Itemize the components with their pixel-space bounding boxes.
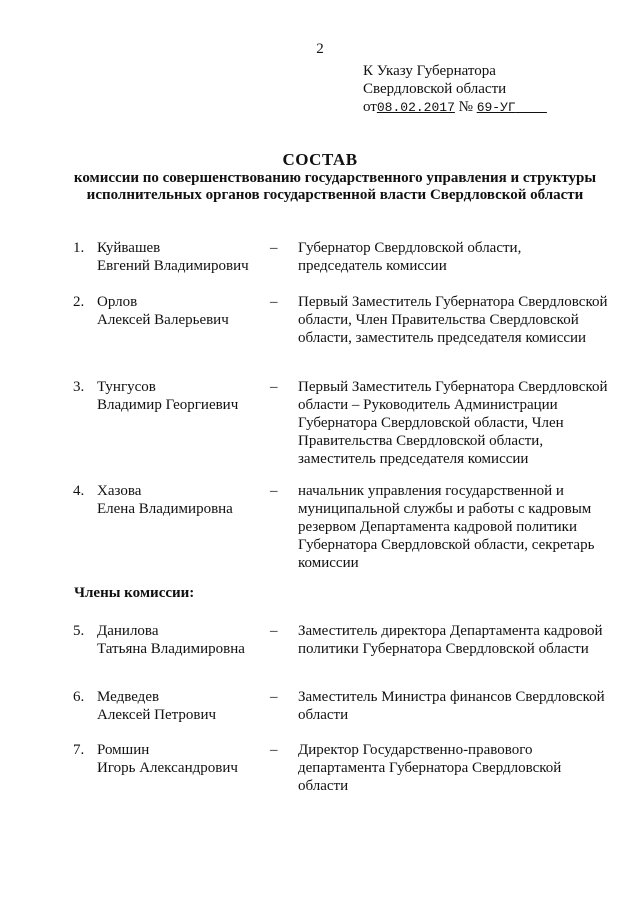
number-prefix: № [458, 99, 473, 115]
member-dash: – [270, 240, 278, 256]
member-name [97, 688, 267, 724]
decree-date: 08.02.2017 [376, 100, 455, 115]
page-number: 2 [316, 41, 324, 57]
member-role: начальник управления государственной и муниципальной службы и работы с кадровым резервом Департамента кадровой политики Губернатора Свердловской области, секретарь комиссии [298, 483, 595, 571]
member-name [97, 741, 267, 777]
member-dash: – [270, 294, 278, 310]
member-name [97, 378, 267, 414]
member-surname: Тунгусов [97, 379, 156, 395]
member-number: 3. [73, 379, 85, 395]
member-given-name: Елена Владимировна [97, 501, 233, 517]
header-line-1: К Указу Губернатора [363, 63, 496, 79]
member-role: Первый Заместитель Губернатора Свердловской области, Член Правительства Свердловской области, заместитель председателя комиссии [298, 294, 608, 346]
member-dash: – [270, 742, 278, 758]
member-surname: Хазова [97, 483, 142, 499]
member-dash: – [270, 689, 278, 705]
member-name [97, 482, 267, 518]
member-dash: – [270, 379, 278, 395]
member-role: Губернатор Свердловской области, председатель комиссии [298, 240, 522, 274]
member-number: 1. [73, 240, 85, 256]
member-role: Директор Государственно-правового департамента Губернатора Свердловской области [298, 742, 562, 794]
document-title: СОСТАВ [282, 150, 358, 169]
member-given-name: Игорь Александрович [97, 760, 238, 776]
member-given-name: Евгений Владимирович [97, 258, 249, 274]
member-surname: Ромшин [97, 742, 150, 758]
member-role: Заместитель Министра финансов Свердловской области [298, 689, 605, 723]
member-number: 4. [73, 483, 85, 499]
member-number: 7. [73, 742, 85, 758]
member-dash: – [270, 483, 278, 499]
member-role: Первый Заместитель Губернатора Свердловской области – Руководитель Администрации Губернатора Свердловской области, Член Правительства Свердловской области, заместитель председателя комиссии [298, 379, 608, 467]
member-given-name: Алексей Валерьевич [97, 312, 229, 328]
member-number: 6. [73, 689, 85, 705]
decree-header [363, 62, 547, 117]
member-surname: Данилова [97, 623, 159, 639]
member-name [97, 622, 267, 658]
member-number: 5. [73, 623, 85, 639]
member-dash: – [270, 623, 278, 639]
document-subtitle: комиссии по совершенствованию государственного управления и структуры исполнительных органов государственной власти Свердловской области [73, 170, 597, 203]
date-prefix: от [363, 99, 377, 115]
member-given-name: Алексей Петрович [97, 707, 217, 723]
member-name [97, 239, 267, 275]
member-surname: Куйвашев [97, 240, 161, 256]
header-line-2: Свердловской области [363, 81, 507, 97]
member-name [97, 293, 267, 329]
member-number: 2. [73, 294, 85, 310]
member-given-name: Владимир Георгиевич [97, 397, 239, 413]
member-given-name: Татьяна Владимировна [97, 641, 245, 657]
member-surname: Медведев [97, 689, 160, 705]
header-date-line [363, 98, 547, 117]
members-section-heading: Члены комиссии: [74, 585, 195, 601]
member-surname: Орлов [97, 294, 138, 310]
decree-number: 69-УГ [476, 100, 516, 115]
member-role: Заместитель директора Департамента кадровой политики Губернатора Свердловской области [298, 623, 603, 657]
